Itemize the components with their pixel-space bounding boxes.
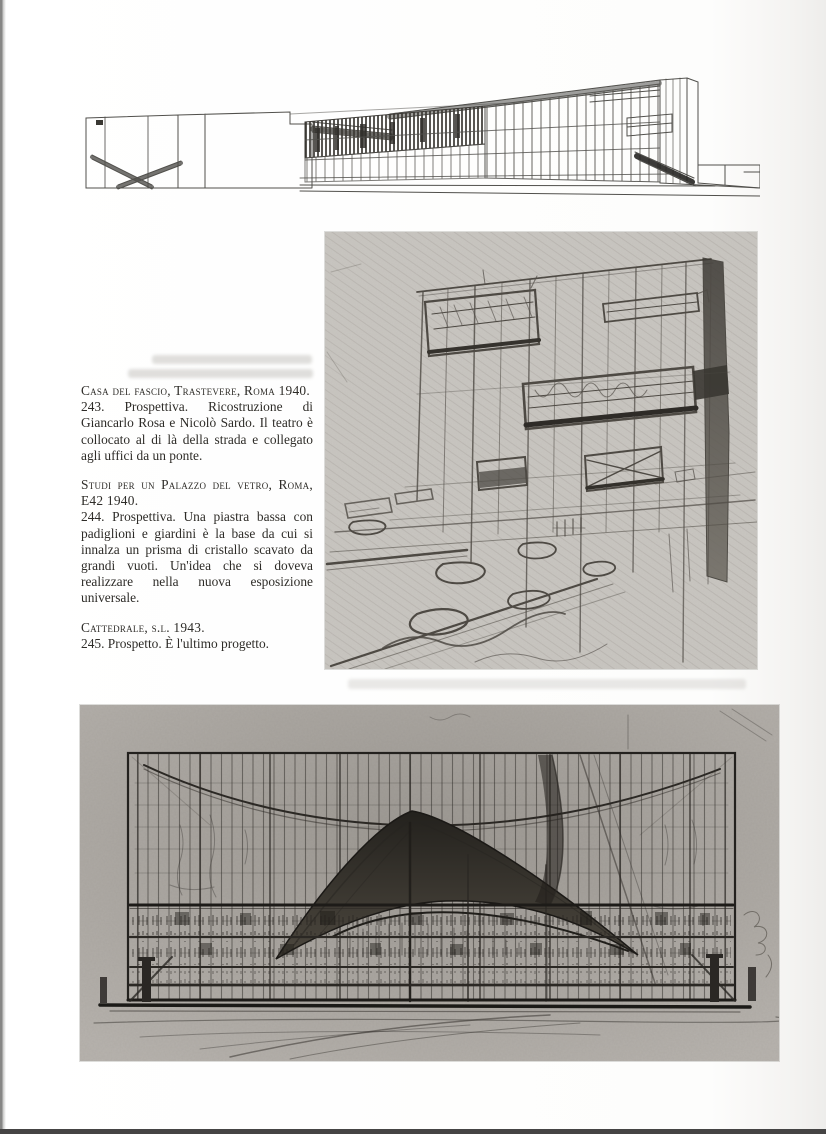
- caption-cattedrale: [81, 620, 313, 652]
- caption-heading: Studi per un Palazzo del vetro, Roma, E42 1940.: [81, 477, 313, 509]
- bleed-through-text: [152, 355, 312, 364]
- bleed-through-text: [128, 369, 313, 378]
- caption-palazzo-del-vetro: [81, 477, 313, 607]
- casa-del-fascio-line-drawing: [60, 52, 760, 207]
- palazzo-del-vetro-pencil-sketch: [325, 232, 757, 669]
- page-edge-left: [0, 0, 6, 1134]
- figure-casa-del-fascio-drawing: [60, 52, 760, 207]
- caption-column: [81, 383, 313, 665]
- figure-cattedrale-sketch: [80, 705, 779, 1061]
- caption-body: 243. Prospettiva. Ricostruzione di Giancarlo Rosa e Nicolò Sardo. Il teatro è collocato al di là della strada e collegato agli uffici da un ponte.: [81, 399, 313, 463]
- caption-body: 244. Prospettiva. Una piastra bassa con padiglioni e giardini è la base da cui si innalza un prisma di cristallo scavato da grandi vuoti. Un'idea che si doveva realizzare nella nuova esposizione universale.: [81, 509, 313, 606]
- caption-body: 245. Prospetto. È l'ultimo progetto.: [81, 635, 270, 651]
- cattedrale-pencil-sketch: [80, 705, 779, 1061]
- caption-casa-del-fascio: [81, 383, 313, 464]
- page-edge-bottom: [0, 1129, 826, 1134]
- bleed-through-text: [348, 679, 746, 689]
- caption-heading: Cattedrale, s.l. 1943.: [81, 619, 205, 635]
- figure-palazzo-del-vetro-sketch: [325, 232, 757, 669]
- caption-heading: Casa del fascio, Trastevere, Roma 1940.: [81, 383, 310, 398]
